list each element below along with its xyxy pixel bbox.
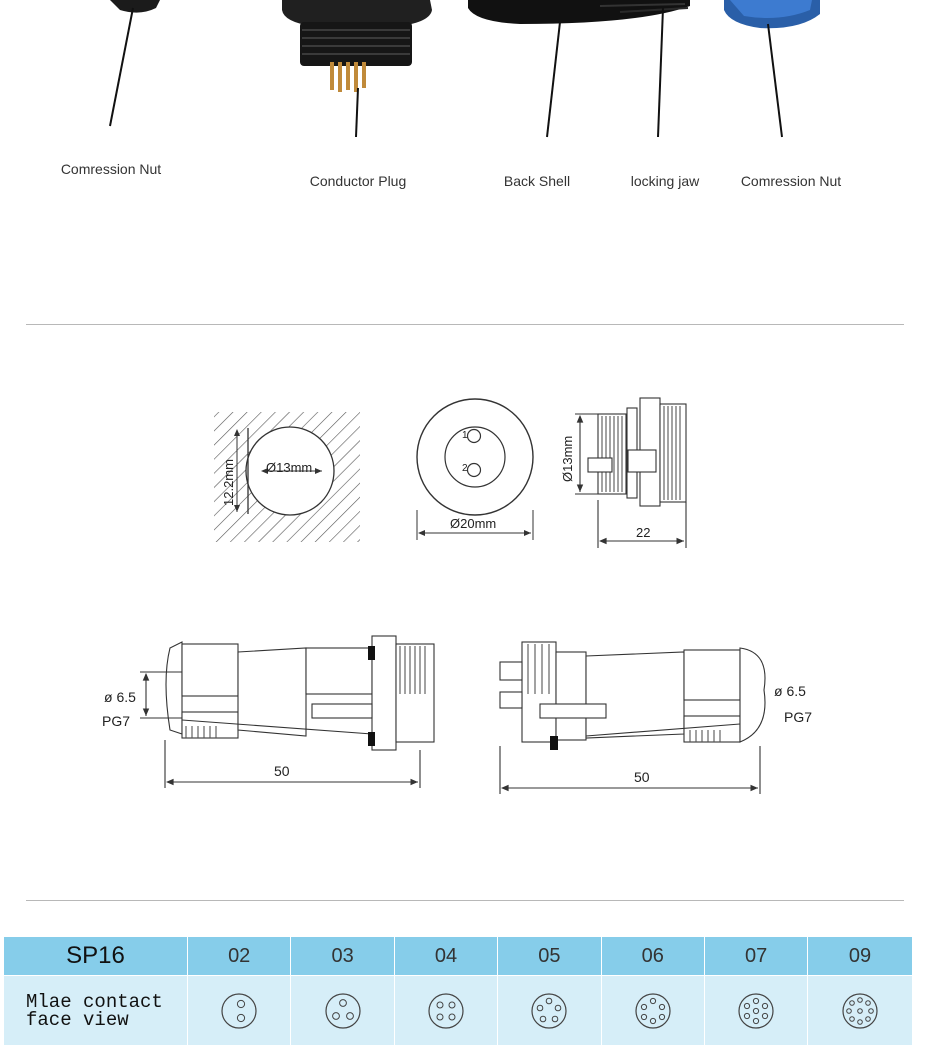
part-label-conductor-plug: Conductor Plug	[309, 173, 407, 189]
plug-right-drawing	[500, 642, 765, 794]
table-col-03: 03	[291, 937, 394, 975]
conductor-plug-photo	[282, 0, 432, 92]
divider-top	[26, 324, 904, 325]
table-col-06: 06	[602, 937, 705, 975]
divider-bottom	[26, 900, 904, 901]
technical-drawing	[0, 390, 930, 810]
front-pin2-label: 2	[462, 463, 468, 474]
compression-nut-right-photo	[724, 0, 820, 28]
face-03-diagram	[323, 991, 363, 1031]
table-col-09: 09	[848, 944, 872, 967]
face-06	[602, 975, 705, 1045]
parts-photo-strip	[0, 0, 930, 140]
table-header-row	[4, 937, 912, 975]
plug-left-cable-label: ø 6.5	[104, 689, 136, 705]
plug-right-gland-label: PG7	[784, 709, 813, 725]
plug-right-length-label: 50	[634, 769, 650, 785]
front-pin1-label: 1	[462, 430, 468, 441]
table-col-02: 02	[188, 937, 291, 975]
face-04-diagram	[426, 991, 466, 1031]
face-05-diagram	[529, 991, 569, 1031]
face-09	[808, 975, 911, 1045]
table-col-05: 05	[498, 937, 601, 975]
table-col-04: 04	[395, 937, 498, 975]
plug-left-length-label: 50	[274, 763, 290, 779]
face-05	[498, 975, 601, 1045]
cutout-diameter-label: Ø13mm	[266, 460, 313, 475]
face-02	[188, 975, 291, 1045]
face-07	[705, 975, 808, 1045]
part-label-compression-nut-right: Comression Nut	[740, 173, 842, 189]
side-length-label: 22	[636, 525, 651, 540]
plug-left-oring-top	[368, 646, 375, 660]
plug-left-oring-bottom	[368, 732, 375, 746]
face-06-diagram	[633, 991, 673, 1031]
side-diameter-label: Ø13mm	[560, 435, 575, 482]
face-04	[395, 975, 498, 1045]
table-col-07: 07	[705, 937, 808, 975]
table-row-label: Mlae contact face view	[4, 975, 188, 1045]
back-shell-photo	[468, 0, 690, 24]
leader-lines	[110, 8, 782, 137]
part-label-back-shell: Back Shell	[503, 173, 571, 189]
front-diameter-label: Ø20mm	[450, 516, 497, 531]
plug-right-cable-label: ø 6.5	[774, 683, 806, 699]
plug-right-oring	[550, 736, 558, 750]
table-model-cell: SP16	[4, 937, 188, 975]
face-03	[291, 975, 394, 1045]
part-label-locking-jaw: locking jaw	[630, 173, 700, 189]
cutout-flat-label: 12.2mm	[221, 459, 236, 506]
face-02-diagram	[219, 991, 259, 1031]
face-09-diagram	[840, 991, 880, 1031]
part-label-compression-nut-left: Comression Nut	[60, 161, 162, 177]
contact-face-table	[4, 937, 912, 1045]
compression-nut-left-photo	[110, 0, 160, 13]
side-view	[575, 398, 686, 548]
table-face-row	[4, 975, 912, 1045]
face-07-diagram	[736, 991, 776, 1031]
plug-left-gland-label: PG7	[102, 713, 131, 729]
